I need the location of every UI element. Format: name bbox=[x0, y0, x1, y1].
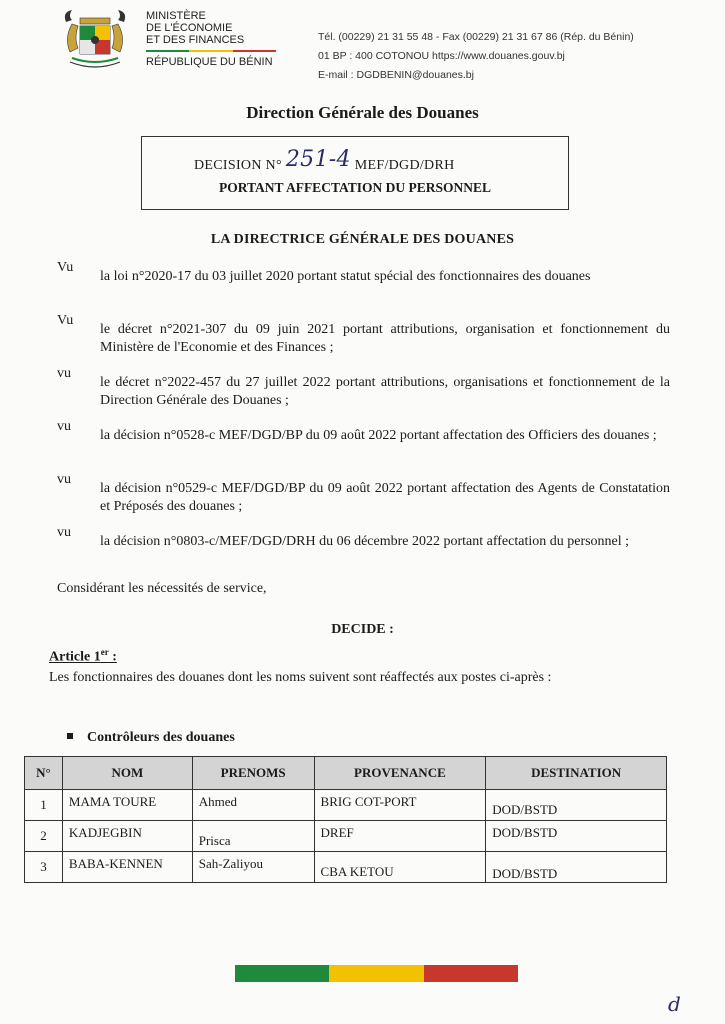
vu-label-4: vu bbox=[57, 419, 71, 434]
ministry-header bbox=[146, 10, 276, 68]
flag-yellow-stripe bbox=[189, 50, 232, 52]
header-flag-bar bbox=[146, 50, 276, 52]
row-number: 2 bbox=[25, 821, 63, 852]
row-provenance: BRIG COT-PORT bbox=[314, 790, 486, 821]
vu-label-6: vu bbox=[57, 525, 71, 540]
header-num: N° bbox=[25, 757, 63, 790]
decision-box bbox=[141, 136, 569, 210]
row-provenance: DREF bbox=[314, 821, 486, 852]
benin-coat-of-arms-emblem bbox=[58, 8, 132, 74]
row-prenoms: Sah-Zaliyou bbox=[192, 852, 314, 883]
table-row bbox=[25, 790, 667, 821]
decision-number-line bbox=[194, 147, 455, 175]
row-prenoms: Prisca bbox=[192, 821, 314, 852]
vu-text-2: le décret n°2021-307 du 09 juin 2021 portant attributions, organisation et fonctionnement du Ministère de l'Economie et des Finances ; bbox=[100, 322, 670, 355]
vu-text-1: la loi n°2020-17 du 03 juillet 2020 portant statut spécial des fonctionnaires des douanes bbox=[100, 269, 591, 284]
row-provenance: CBA KETOU bbox=[314, 852, 486, 883]
article-superscript: er bbox=[100, 647, 109, 657]
document-title: Direction Générale des Douanes bbox=[246, 103, 479, 122]
footer-green-stripe bbox=[235, 965, 329, 982]
row-destination: DOD/BSTD bbox=[486, 821, 667, 852]
section-title: Contrôleurs des douanes bbox=[87, 730, 235, 745]
row-nom: KADJEGBIN bbox=[62, 821, 192, 852]
row-prenoms: Ahmed bbox=[192, 790, 314, 821]
square-bullet-icon bbox=[67, 733, 73, 739]
decision-suffix: MEF/DGD/DRH bbox=[354, 158, 455, 173]
footer-red-stripe bbox=[424, 965, 518, 982]
footer-yellow-stripe bbox=[329, 965, 423, 982]
vu-text-6: la décision n°0803-c/MEF/DGD/DRH du 06 décembre 2022 portant affectation du personnel ; bbox=[100, 534, 630, 549]
article-label: Article 1 bbox=[49, 649, 101, 665]
table-header-row bbox=[25, 757, 667, 790]
flag-green-stripe bbox=[146, 50, 189, 52]
republic-name: RÉPUBLIQUE DU BÉNIN bbox=[146, 56, 273, 68]
article-colon: : bbox=[108, 649, 117, 665]
row-nom: MAMA TOURE bbox=[62, 790, 192, 821]
flag-red-stripe bbox=[233, 50, 276, 52]
header-provenance: PROVENANCE bbox=[314, 757, 486, 790]
table-row bbox=[25, 852, 667, 883]
contact-email: E-mail : DGDBENIN@douanes.bj bbox=[318, 69, 474, 81]
vu-label-3: vu bbox=[57, 366, 71, 381]
vu-text-5: la décision n°0529-c MEF/DGD/BP du 09 août 2022 portant affectation des Agents de Constatation et Préposés des douanes ; bbox=[100, 481, 670, 514]
authority-heading: LA DIRECTRICE GÉNÉRALE DES DOUANES bbox=[210, 232, 515, 247]
considering-line: Considérant les nécessités de service, bbox=[57, 581, 267, 596]
header-destination: DESTINATION bbox=[486, 757, 667, 790]
vu-label-1: Vu bbox=[57, 260, 74, 275]
header-nom: NOM bbox=[62, 757, 192, 790]
handwritten-initials: d bbox=[668, 992, 681, 1016]
row-number: 3 bbox=[25, 852, 63, 883]
row-number: 1 bbox=[25, 790, 63, 821]
table-row bbox=[25, 821, 667, 852]
vu-label-2: Vu bbox=[57, 313, 74, 328]
decision-subtitle: PORTANT AFFECTATION DU PERSONNEL bbox=[219, 180, 491, 195]
article-text: Les fonctionnaires des douanes dont les noms suivent sont réaffectés aux postes ci-après : bbox=[49, 670, 552, 685]
decision-handwritten-number: 251-4 bbox=[285, 147, 351, 172]
ministry-line1: MINISTÈRE bbox=[146, 10, 206, 22]
vu-text-3: le décret n°2022-457 du 27 juillet 2022 portant attributions, organisations et fonctionnement de la Direction Générale des Douanes ; bbox=[100, 375, 670, 408]
vu-label-5: vu bbox=[57, 472, 71, 487]
article-heading bbox=[49, 647, 117, 666]
ministry-line3: ET DES FINANCES bbox=[146, 34, 245, 46]
ministry-line2: DE L'ÉCONOMIE bbox=[146, 22, 233, 34]
contact-address: 01 BP : 400 COTONOU https://www.douanes.gouv.bj bbox=[318, 50, 565, 62]
row-destination: DOD/BSTD bbox=[486, 852, 667, 883]
contact-block bbox=[318, 28, 634, 85]
header-prenoms: PRENOMS bbox=[192, 757, 314, 790]
row-destination: DOD/BSTD bbox=[486, 790, 667, 821]
vu-text-4: la décision n°0528-c MEF/DGD/BP du 09 août 2022 portant affectation des Officiers des douanes ; bbox=[100, 428, 657, 443]
row-nom: BABA-KENNEN bbox=[62, 852, 192, 883]
contact-phone: Tél. (00229) 21 31 55 48 - Fax (00229) 21 31 67 86 (Rép. du Bénin) bbox=[318, 31, 634, 43]
footer-flag-bar bbox=[235, 965, 518, 982]
staff-table bbox=[24, 756, 667, 883]
section-bullet bbox=[67, 730, 235, 746]
decide-heading: DECIDE : bbox=[331, 622, 394, 637]
decision-prefix: DECISION N° bbox=[194, 158, 282, 173]
